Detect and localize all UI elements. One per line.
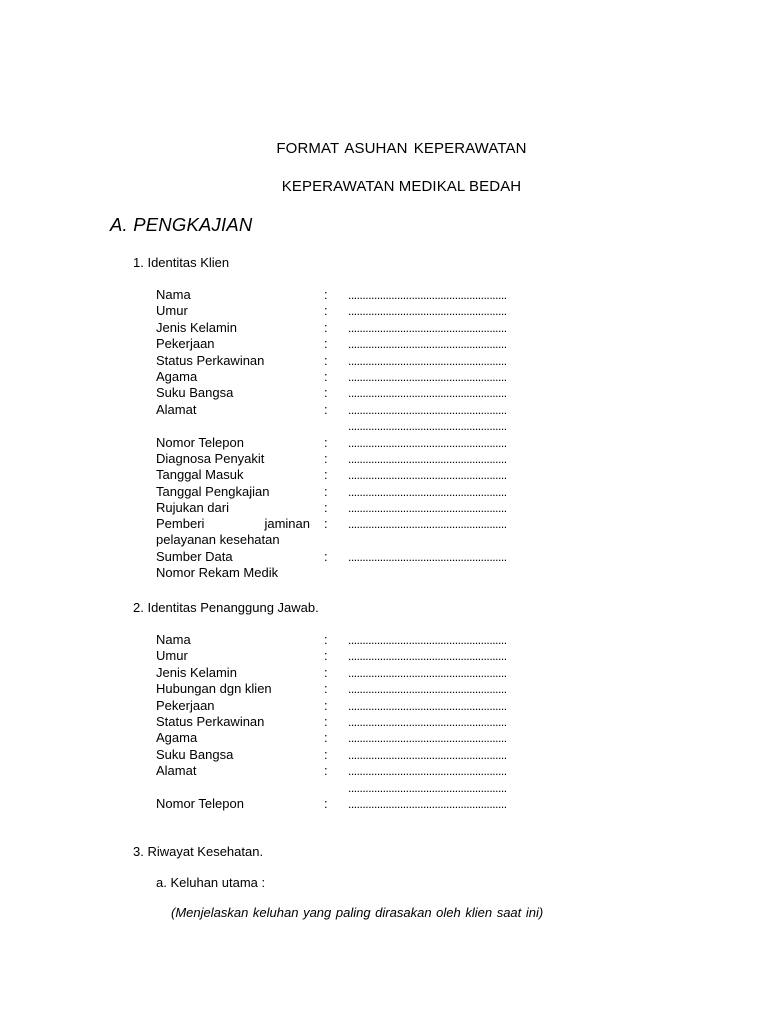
form-row xyxy=(156,287,556,303)
field-label: Pekerjaan xyxy=(156,697,215,713)
identitas-klien-form xyxy=(156,287,556,516)
pemberi-jaminan-label xyxy=(156,516,310,532)
field-colon: : xyxy=(324,500,328,516)
form-row xyxy=(156,714,556,730)
field-label: Pekerjaan xyxy=(156,336,215,352)
form-row xyxy=(156,730,556,746)
form-row xyxy=(156,780,556,796)
form-row xyxy=(156,632,556,648)
form-row xyxy=(156,418,556,434)
field-label: Agama xyxy=(156,368,198,384)
field-label: Status Perkawinan xyxy=(156,352,265,368)
form-row-rekam-medik xyxy=(156,565,556,581)
field-blank[interactable]: ....................................................... xyxy=(348,320,507,335)
form-row xyxy=(156,681,556,697)
field-blank[interactable]: ....................................................... xyxy=(348,468,507,483)
field-label: Agama xyxy=(156,730,198,746)
field-blank[interactable]: ....................................................... xyxy=(348,517,507,531)
field-blank[interactable]: ....................................................... xyxy=(348,682,507,697)
field-label: Status Perkawinan xyxy=(156,713,265,729)
field-colon: : xyxy=(324,287,328,302)
identitas-penanggung-form xyxy=(156,632,556,812)
field-blank[interactable]: ....................................................... xyxy=(348,337,507,352)
field-colon: : xyxy=(324,548,328,564)
field-label: Nomor Telepon xyxy=(156,795,244,811)
form-row xyxy=(156,500,556,516)
form-row xyxy=(156,747,556,763)
field-colon: : xyxy=(324,368,328,384)
field-colon: : xyxy=(324,483,328,499)
form-row xyxy=(156,763,556,779)
section-a-heading: A. PENGKAJIAN xyxy=(110,214,253,235)
field-label: Jenis Kelamin xyxy=(156,664,237,680)
jaminan-word: jaminan xyxy=(264,516,310,531)
form-row xyxy=(156,467,556,483)
field-blank[interactable]: ....................................................... xyxy=(348,665,507,680)
keluhan-utama-label: a. Keluhan utama : xyxy=(156,875,266,890)
rekam-medik-label: Nomor Rekam Medik xyxy=(156,565,279,581)
pemberi-word: Pemberi xyxy=(156,516,205,531)
pelayanan-kesehatan-label: pelayanan kesehatan xyxy=(156,532,280,548)
field-blank[interactable]: ....................................................... xyxy=(348,764,507,779)
field-colon: : xyxy=(324,763,328,779)
form-row xyxy=(156,435,556,451)
field-blank[interactable]: ....................................................... xyxy=(348,419,507,434)
field-label: Rujukan dari xyxy=(156,500,229,516)
identitas-klien-extra xyxy=(156,516,556,582)
field-colon: : xyxy=(324,352,328,368)
field-blank[interactable]: ....................................................... xyxy=(348,649,507,664)
field-label: Nama xyxy=(156,287,191,302)
field-colon: : xyxy=(324,664,328,680)
field-colon: : xyxy=(324,434,328,450)
field-label: Tanggal Pengkajian xyxy=(156,483,270,499)
form-row xyxy=(156,385,556,401)
field-blank[interactable]: ....................................................... xyxy=(348,780,507,795)
field-label: Nomor Telepon xyxy=(156,434,244,450)
identitas-klien-heading: 1. Identitas Klien xyxy=(133,255,230,270)
form-row xyxy=(156,336,556,352)
field-colon: : xyxy=(324,730,328,746)
field-colon: : xyxy=(324,401,328,417)
form-row xyxy=(156,451,556,467)
field-label: Jenis Kelamin xyxy=(156,319,237,335)
field-label: Tanggal Masuk xyxy=(156,467,244,483)
form-row xyxy=(156,353,556,369)
form-row xyxy=(156,320,556,336)
form-row xyxy=(156,303,556,319)
field-label: Suku Bangsa xyxy=(156,385,234,401)
form-row-pelayanan-kesehatan xyxy=(156,532,556,548)
field-blank[interactable]: ....................................................... xyxy=(348,731,507,746)
field-blank[interactable]: ....................................................... xyxy=(348,451,507,466)
field-colon: : xyxy=(324,450,328,466)
riwayat-kesehatan-heading: 3. Riwayat Kesehatan. xyxy=(133,844,264,859)
field-label: Hubungan dgn klien xyxy=(156,681,272,697)
form-row xyxy=(156,796,556,812)
field-colon: : xyxy=(324,385,328,401)
keluhan-note: (Menjelaskan keluhan yang paling dirasakan oleh klien saat ini) xyxy=(171,905,544,920)
field-colon: : xyxy=(324,681,328,697)
field-colon: : xyxy=(324,795,328,811)
field-label: Diagnosa Penyakit xyxy=(156,450,265,466)
field-blank[interactable]: ....................................................... xyxy=(348,435,507,450)
field-blank[interactable]: ....................................................... xyxy=(348,386,507,401)
document-title: FORMAT ASUHAN KEPERAWATAN xyxy=(276,140,527,157)
field-blank[interactable]: ....................................................... xyxy=(348,288,507,302)
field-colon: : xyxy=(324,632,328,647)
form-row xyxy=(156,484,556,500)
field-blank[interactable]: ....................................................... xyxy=(348,549,507,564)
field-blank[interactable]: ....................................................... xyxy=(348,484,507,499)
field-blank[interactable]: ....................................................... xyxy=(348,402,507,417)
field-colon: : xyxy=(324,336,328,352)
form-row-pemberi-jaminan xyxy=(156,516,556,532)
field-blank[interactable]: ....................................................... xyxy=(348,304,507,319)
field-colon: : xyxy=(324,713,328,729)
form-row xyxy=(156,369,556,385)
form-row-sumber-data xyxy=(156,549,556,565)
field-blank[interactable]: ....................................................... xyxy=(348,501,507,516)
field-blank[interactable]: ....................................................... xyxy=(348,353,507,368)
field-blank[interactable]: ....................................................... xyxy=(348,796,507,811)
field-label: Umur xyxy=(156,648,188,664)
field-colon: : xyxy=(324,467,328,483)
form-row xyxy=(156,698,556,714)
field-colon: : xyxy=(324,648,328,664)
field-blank[interactable]: ....................................................... xyxy=(348,714,507,729)
identitas-penanggung-heading: 2. Identitas Penanggung Jawab. xyxy=(133,600,319,615)
form-row xyxy=(156,648,556,664)
field-colon: : xyxy=(324,319,328,335)
form-row xyxy=(156,402,556,418)
field-label: Umur xyxy=(156,303,188,319)
field-blank[interactable]: ....................................................... xyxy=(348,698,507,713)
field-label: Nama xyxy=(156,632,191,647)
document-subtitle: KEPERAWATAN MEDIKAL BEDAH xyxy=(281,178,522,195)
field-colon: : xyxy=(324,516,328,531)
field-blank[interactable]: ....................................................... xyxy=(348,369,507,384)
field-colon: : xyxy=(324,697,328,713)
field-blank[interactable]: ....................................................... xyxy=(348,633,507,647)
form-row xyxy=(156,665,556,681)
field-label: Alamat xyxy=(156,763,197,779)
field-label: Alamat xyxy=(156,401,197,417)
field-blank[interactable]: ....................................................... xyxy=(348,747,507,762)
field-colon: : xyxy=(324,746,328,762)
sumber-data-label: Sumber Data xyxy=(156,548,233,564)
field-colon: : xyxy=(324,303,328,319)
field-label: Suku Bangsa xyxy=(156,746,234,762)
